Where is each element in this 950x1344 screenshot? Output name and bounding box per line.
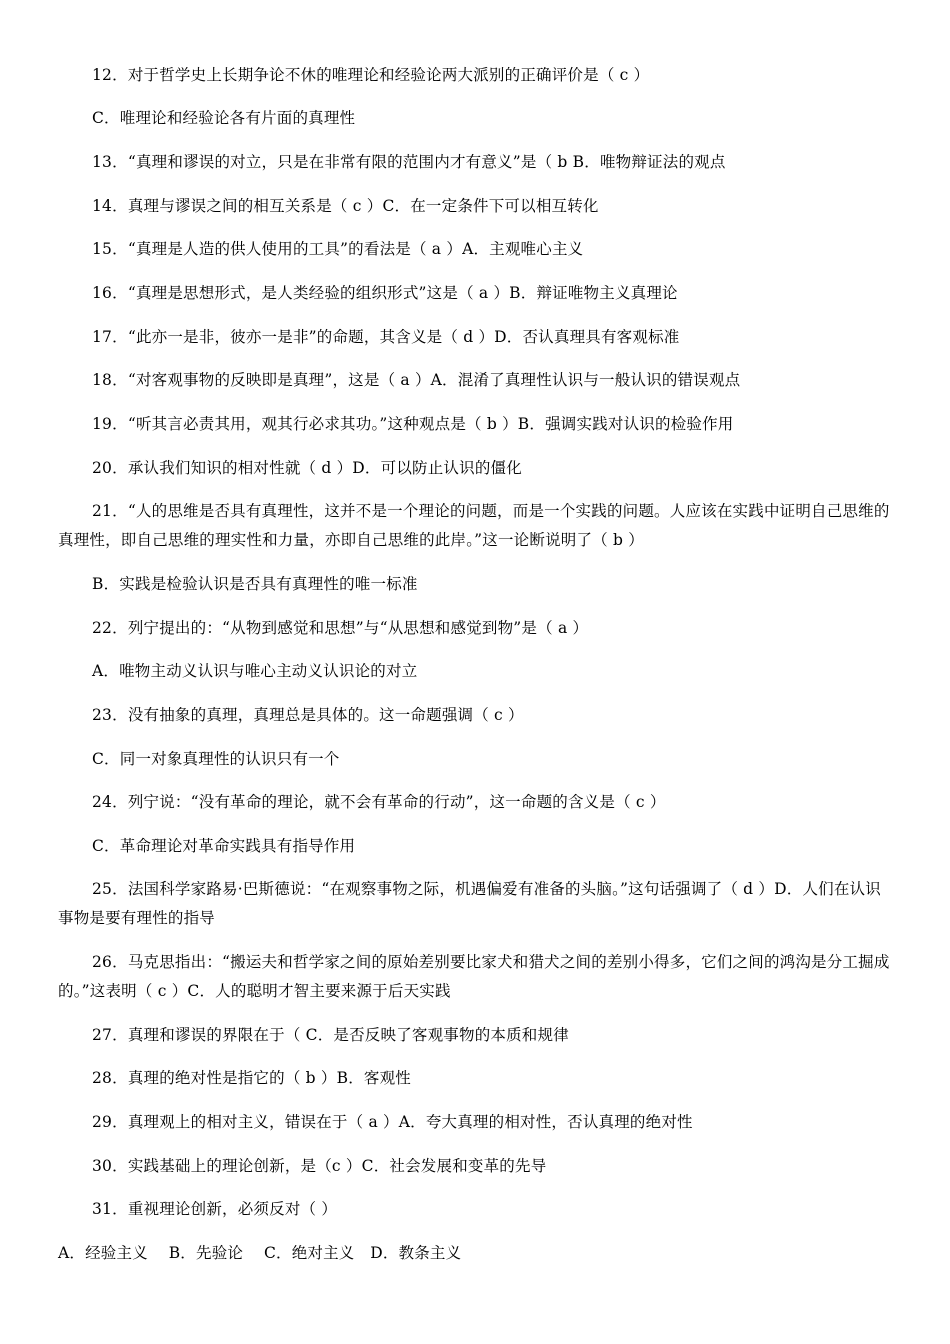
question-28: 28．真理的绝对性是指它的（ b ）B．客观性 (92, 1069, 411, 1087)
question-29: 29．真理观上的相对主义，错误在于（ a ）A．夸大真理的相对性，否认真理的绝对性 (92, 1113, 693, 1131)
question-25: 25．法国科学家路易·巴斯德说：“在观察事物之际，机遇偏爱有准备的头脑。”这句话强调了（ d ）D．人们在认识事物是要有理性的指导 (58, 880, 881, 927)
question-27: 27．真理和谬误的界限在于（ C．是否反映了客观事物的本质和规律 (92, 1026, 569, 1044)
question-12: 12．对于哲学史上长期争论不休的唯理论和经验论两大派别的正确评价是（ c ） (92, 66, 650, 84)
question-14: 14．真理与谬误之间的相互关系是（ c ）C．在一定条件下可以相互转化 (92, 197, 599, 215)
question-16: 16．“真理是思想形式，是人类经验的组织形式”这是（ a ）B．辩证唯物主义真理论 (92, 284, 678, 302)
question-18: 18．“对客观事物的反映即是真理”，这是（ a ）A．混淆了真理性认识与一般认识的错误观点 (92, 371, 741, 389)
question-30: 30．实践基础上的理论创新，是（c ）C．社会发展和变革的先导 (92, 1157, 547, 1175)
answer-21: B．实践是检验认识是否具有真理性的唯一标准 (92, 575, 418, 593)
answer-24: C．革命理论对革命实践具有指导作用 (92, 837, 356, 855)
question-13: 13．“真理和谬误的对立，只是在非常有限的范围内才有意义”是（ b B．唯物辩证法的观点 (92, 153, 726, 171)
question-22: 22．列宁提出的：“从物到感觉和思想”与“从思想和感觉到物”是（ a ） (92, 619, 589, 637)
question-20: 20．承认我们知识的相对性就（ d ）D．可以防止认识的僵化 (92, 459, 522, 477)
answer-23: C．同一对象真理性的认识只有一个 (92, 750, 340, 768)
question-17: 17．“此亦一是非，彼亦一是非”的命题，其含义是（ d ）D．否认真理具有客观标准 (92, 328, 680, 346)
options-31: A．经验主义 B．先验论 C．绝对主义 D．教条主义 (58, 1244, 462, 1262)
question-15: 15．“真理是人造的供人使用的工具”的看法是（ a ）A．主观唯心主义 (92, 240, 584, 258)
question-21: 21．“人的思维是否具有真理性，这并不是一个理论的问题，而是一个实践的问题。人应该在实践中证明自己思维的真理性，即自己思维的理实性和力量，亦即自己思维的此岸。”这一论断说明了（ b ） (58, 502, 890, 549)
question-23: 23．没有抽象的真理，真理总是具体的。这一命题强调（ c ） (92, 706, 524, 724)
question-19: 19．“听其言必责其用，观其行必求其功。”这种观点是（ b ）B．强调实践对认识的检验作用 (92, 415, 734, 433)
answer-12: C．唯理论和经验论各有片面的真理性 (92, 109, 356, 127)
question-24: 24．列宁说：“没有革命的理论，就不会有革命的行动”，这一命题的含义是（ c ） (92, 793, 666, 811)
question-31: 31．重视理论创新，必须反对（ ） (92, 1200, 338, 1218)
question-26: 26．马克思指出：“搬运夫和哲学家之间的原始差别要比家犬和猎犬之间的差别小得多，它们之间的鸿沟是分工掘成的。”这表明（ c ）C．人的聪明才智主要来源于后天实践 (58, 953, 890, 1000)
answer-22: A．唯物主动义认识与唯心主动义认识论的对立 (92, 662, 418, 680)
